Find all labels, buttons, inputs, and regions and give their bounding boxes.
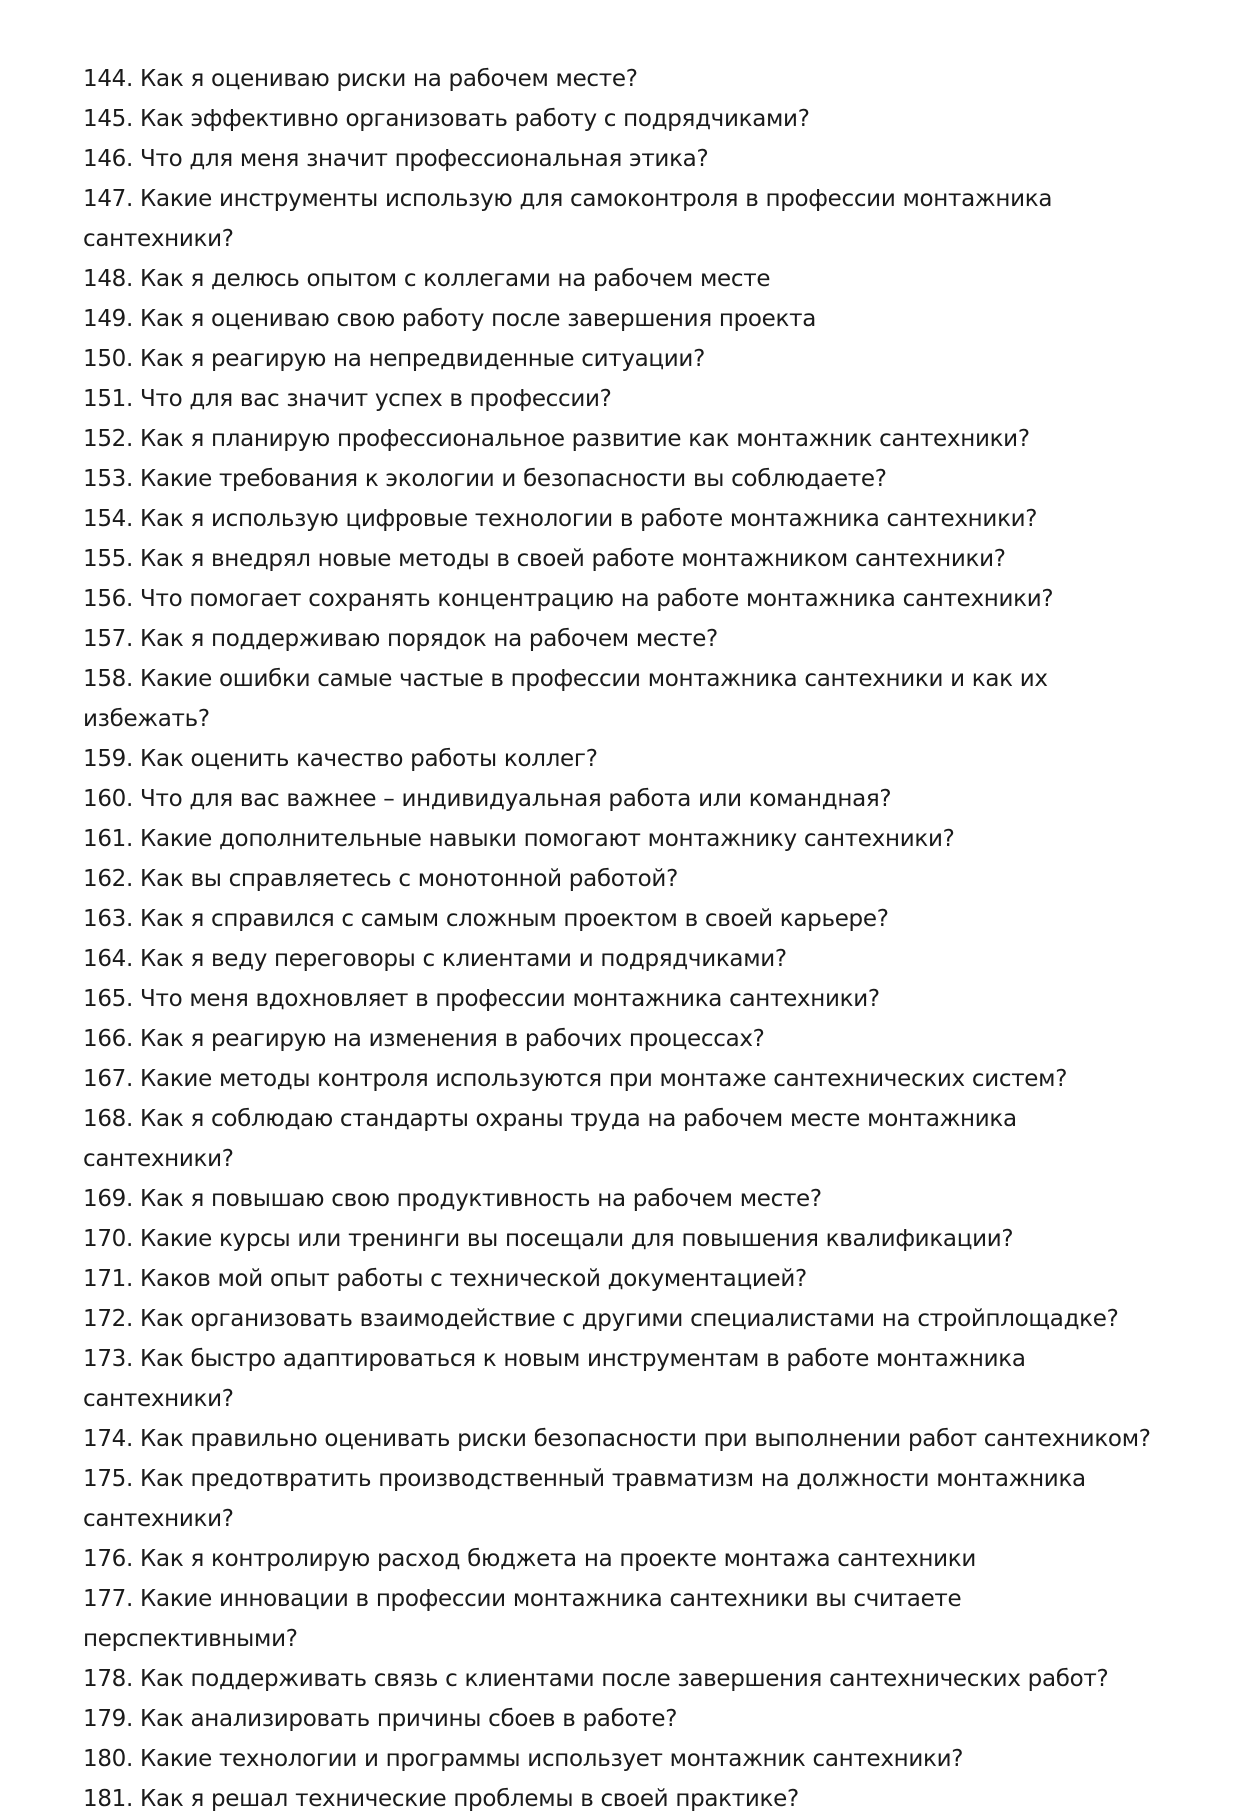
item-text: Как я поддерживаю порядок на рабочем месте? <box>140 626 718 652</box>
item-text: Что для вас значит успех в профессии? <box>140 386 612 412</box>
item-text: Как эффективно организовать работу с подрядчиками? <box>140 106 810 132</box>
list-item <box>83 579 1163 619</box>
list-item <box>83 1299 1163 1339</box>
question-list <box>83 59 1163 1819</box>
list-item <box>83 819 1163 859</box>
item-text: Как я планирую профессиональное развитие как монтажник сантехники? <box>140 426 1030 452</box>
list-item <box>83 979 1163 1019</box>
list-item <box>83 1219 1163 1259</box>
item-number: 177. <box>83 1586 134 1612</box>
item-number: 158. <box>83 666 134 692</box>
list-item <box>83 339 1163 379</box>
item-text: Как я соблюдаю стандарты охраны труда на рабочем месте монтажника сантехники? <box>83 1106 1017 1172</box>
item-number: 161. <box>83 826 134 852</box>
item-text: Что для меня значит профессиональная этика? <box>140 146 709 172</box>
item-text: Как я использую цифровые технологии в работе монтажника сантехники? <box>140 506 1038 532</box>
item-number: 149. <box>83 306 134 332</box>
item-text: Как я внедрял новые методы в своей работе монтажником сантехники? <box>140 546 1006 572</box>
item-text: Как предотвратить производственный травматизм на должности монтажника сантехники? <box>83 1466 1086 1532</box>
item-number: 147. <box>83 186 134 212</box>
item-number: 166. <box>83 1026 134 1052</box>
list-item <box>83 1339 1163 1419</box>
item-number: 151. <box>83 386 134 412</box>
item-number: 155. <box>83 546 134 572</box>
item-number: 172. <box>83 1306 134 1332</box>
item-number: 154. <box>83 506 134 532</box>
item-number: 157. <box>83 626 134 652</box>
item-text: Как я веду переговоры с клиентами и подрядчиками? <box>140 946 787 972</box>
item-number: 145. <box>83 106 134 132</box>
item-number: 160. <box>83 786 134 812</box>
item-text: Как я повышаю свою продуктивность на рабочем месте? <box>140 1186 822 1212</box>
list-item <box>83 779 1163 819</box>
item-text: Как анализировать причины сбоев в работе? <box>140 1706 678 1732</box>
list-item <box>83 1699 1163 1739</box>
item-text: Как оценить качество работы коллег? <box>140 746 598 772</box>
list-item <box>83 179 1163 259</box>
item-number: 159. <box>83 746 134 772</box>
item-text: Как быстро адаптироваться к новым инструментам в работе монтажника сантехники? <box>83 1346 1026 1412</box>
item-text: Как я делюсь опытом с коллегами на рабочем месте <box>140 266 771 292</box>
item-text: Как я решал технические проблемы в своей практике? <box>140 1786 799 1812</box>
item-text: Какие дополнительные навыки помогают монтажнику сантехники? <box>140 826 955 852</box>
item-text: Какие технологии и программы использует монтажник сантехники? <box>140 1746 964 1772</box>
item-text: Как я контролирую расход бюджета на проекте монтажа сантехники <box>140 1546 977 1572</box>
item-number: 144. <box>83 66 134 92</box>
list-item <box>83 1419 1163 1459</box>
list-item <box>83 139 1163 179</box>
list-item <box>83 1739 1163 1779</box>
item-number: 153. <box>83 466 134 492</box>
list-item <box>83 1019 1163 1059</box>
item-text: Что меня вдохновляет в профессии монтажника сантехники? <box>140 986 880 1012</box>
list-item <box>83 99 1163 139</box>
item-number: 164. <box>83 946 134 972</box>
item-number: 156. <box>83 586 134 612</box>
item-number: 171. <box>83 1266 134 1292</box>
list-item <box>83 1459 1163 1539</box>
item-text: Какие курсы или тренинги вы посещали для повышения квалификации? <box>140 1226 1014 1252</box>
list-item <box>83 1579 1163 1659</box>
list-item <box>83 1779 1163 1819</box>
list-item <box>83 739 1163 779</box>
item-text: Какие методы контроля используются при монтаже сантехнических систем? <box>140 1066 1068 1092</box>
list-item <box>83 659 1163 739</box>
item-text: Как я реагирую на непредвиденные ситуации? <box>140 346 705 372</box>
item-text: Как вы справляетесь с монотонной работой? <box>140 866 678 892</box>
item-text: Как организовать взаимодействие с другими специалистами на стройплощадке? <box>140 1306 1119 1332</box>
item-number: 146. <box>83 146 134 172</box>
list-item <box>83 379 1163 419</box>
list-item <box>83 619 1163 659</box>
item-number: 179. <box>83 1706 134 1732</box>
item-number: 152. <box>83 426 134 452</box>
item-text: Каков мой опыт работы с технической документацией? <box>140 1266 807 1292</box>
item-number: 170. <box>83 1226 134 1252</box>
list-item <box>83 939 1163 979</box>
list-item <box>83 259 1163 299</box>
list-item <box>83 1259 1163 1299</box>
item-text: Что помогает сохранять концентрацию на работе монтажника сантехники? <box>140 586 1054 612</box>
item-text: Как я реагирую на изменения в рабочих процессах? <box>140 1026 765 1052</box>
item-text: Какие ошибки самые частые в профессии монтажника сантехники и как их избежать? <box>83 666 1048 732</box>
item-number: 165. <box>83 986 134 1012</box>
item-text: Как я оцениваю риски на рабочем месте? <box>140 66 638 92</box>
item-number: 148. <box>83 266 134 292</box>
item-text: Какие инновации в профессии монтажника сантехники вы считаете перспективными? <box>83 1586 962 1652</box>
item-number: 173. <box>83 1346 134 1372</box>
list-item <box>83 1099 1163 1179</box>
item-number: 150. <box>83 346 134 372</box>
item-number: 167. <box>83 1066 134 1092</box>
item-number: 178. <box>83 1666 134 1692</box>
list-item <box>83 499 1163 539</box>
list-item <box>83 899 1163 939</box>
item-text: Как поддерживать связь с клиентами после завершения сантехнических работ? <box>140 1666 1109 1692</box>
item-number: 181. <box>83 1786 134 1812</box>
item-text: Как я справился с самым сложным проектом в своей карьере? <box>140 906 889 932</box>
document-page <box>83 59 1163 1819</box>
list-item <box>83 859 1163 899</box>
item-number: 175. <box>83 1466 134 1492</box>
item-number: 176. <box>83 1546 134 1572</box>
item-number: 169. <box>83 1186 134 1212</box>
list-item <box>83 1659 1163 1699</box>
list-item <box>83 1539 1163 1579</box>
item-number: 168. <box>83 1106 134 1132</box>
item-text: Что для вас важнее – индивидуальная работа или командная? <box>140 786 892 812</box>
item-text: Как правильно оценивать риски безопасности при выполнении работ сантехником? <box>140 1426 1151 1452</box>
item-text: Какие требования к экологии и безопасности вы соблюдаете? <box>140 466 887 492</box>
list-item <box>83 1179 1163 1219</box>
list-item <box>83 539 1163 579</box>
item-text: Как я оцениваю свою работу после завершения проекта <box>140 306 817 332</box>
item-number: 180. <box>83 1746 134 1772</box>
item-number: 162. <box>83 866 134 892</box>
item-number: 163. <box>83 906 134 932</box>
list-item <box>83 1059 1163 1099</box>
list-item <box>83 459 1163 499</box>
item-number: 174. <box>83 1426 134 1452</box>
list-item <box>83 59 1163 99</box>
list-item <box>83 419 1163 459</box>
list-item <box>83 299 1163 339</box>
item-text: Какие инструменты использую для самоконтроля в профессии монтажника сантехники? <box>83 186 1053 252</box>
